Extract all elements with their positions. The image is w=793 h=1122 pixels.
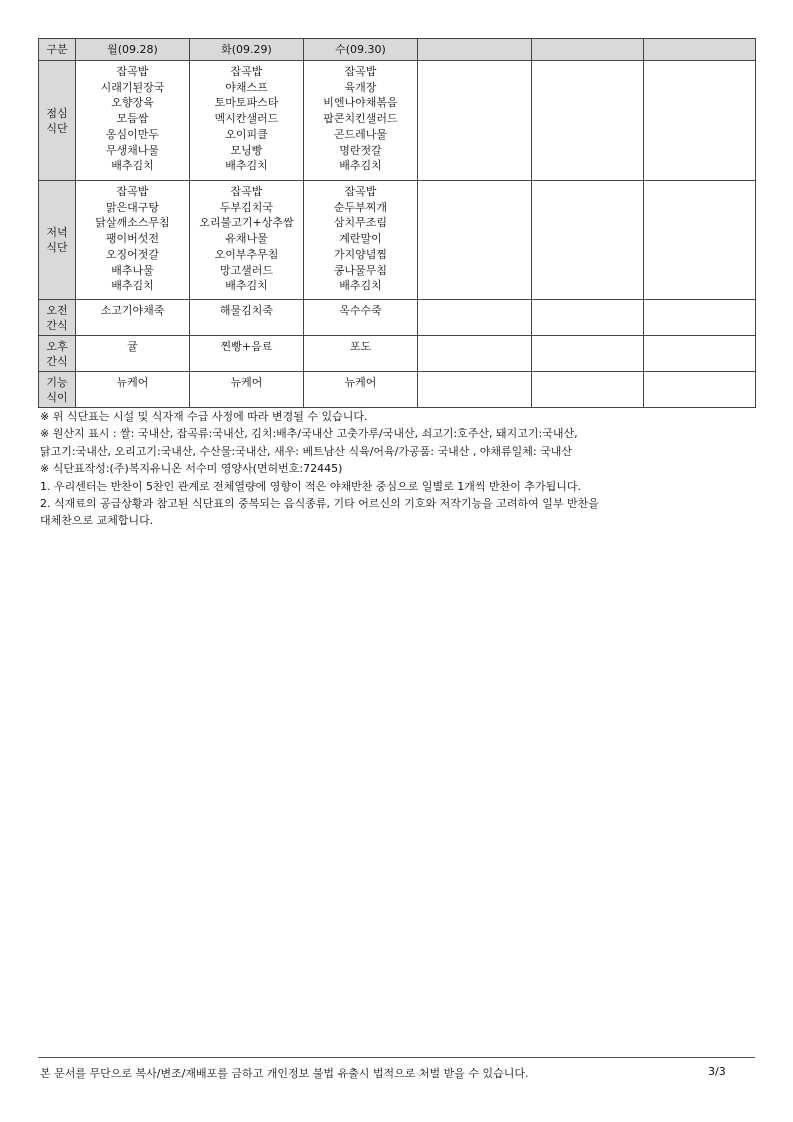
table-header-row: [39, 39, 756, 61]
menu-item: 잡곡밥: [116, 185, 149, 198]
menu-item: 잡곡밥: [116, 65, 149, 78]
note-line: 2. 식재료의 공급상황과 참고된 식단표의 중복되는 음식종류, 기타 어르신의 기호와 저작기능을 고려하여 일부 반찬을: [40, 497, 599, 511]
footer-divider: [38, 1057, 755, 1058]
menu-cell: [532, 372, 644, 408]
row-label: [39, 372, 76, 408]
menu-item: 배추나물: [111, 263, 154, 277]
menu-item: 잡곡밥: [344, 185, 377, 198]
menu-item: 멕시칸샐러드: [214, 112, 279, 126]
header-cell-mon: 월(09.28): [76, 39, 190, 61]
row-label-text: 식이: [46, 390, 68, 404]
note-line: ※ 식단표작성:(주)복지유니온 서수미 영양사(면허번호:72445): [40, 462, 343, 476]
menu-item: 포도: [349, 340, 372, 353]
menu-cell: [532, 61, 644, 181]
menu-cell: [418, 181, 532, 300]
menu-item: 모닝빵: [230, 143, 263, 157]
menu-item: 배추김치: [225, 159, 268, 173]
menu-item: 배추김치: [339, 159, 382, 173]
menu-cell: [532, 300, 644, 336]
menu-cell: [418, 336, 532, 372]
menu-item: 오리불고기+상추쌈: [199, 216, 294, 230]
menu-item: 팝콘치킨샐러드: [323, 112, 398, 126]
header-cell-empty: [532, 39, 644, 61]
menu-cell: [644, 181, 756, 300]
footer-copyright-notice: 본 문서를 무단으로 복사/변조/재배포를 금하고 개인정보 불법 유출시 법적으로 처벌 받을 수 있습니다.: [40, 1067, 529, 1080]
menu-item: 배추김치: [111, 279, 154, 293]
menu-item: 뉴케어: [116, 376, 149, 389]
menu-item: 찐빵+음료: [220, 340, 273, 353]
row-label-text: 저녁: [46, 226, 68, 239]
menu-cell: [304, 181, 418, 300]
menu-item: 야채스프: [225, 80, 268, 94]
menu-cell: [418, 61, 532, 181]
row-label-text: 식단: [46, 121, 68, 135]
note-line: ※ 원산지 표시 : 쌀: 국내산, 잡곡류:국내산, 김치:배추/국내산 고춧가루/국내산, 쇠고기:호주산, 돼지고기:국내산,: [40, 427, 578, 441]
table-row-morning-snack: [39, 300, 756, 336]
menu-item: 비엔나야채볶음: [323, 96, 398, 110]
header-cell-empty: [418, 39, 532, 61]
row-label-text: 간식: [46, 354, 68, 368]
menu-cell: [532, 336, 644, 372]
menu-item: 오향장육: [111, 96, 154, 110]
menu-item: 옥수수죽: [339, 304, 382, 317]
menu-cell: [532, 181, 644, 300]
menu-item: 육개장: [344, 80, 377, 94]
menu-item: 두부김치국: [219, 200, 274, 214]
note-line: ※ 위 식단표는 시설 및 식자재 수급 사정에 따라 변경될 수 있습니다.: [40, 410, 368, 423]
note-line: 대체찬으로 교체합니다.: [40, 514, 154, 528]
row-label: [39, 300, 76, 336]
menu-item: 토마토파스타: [214, 96, 279, 110]
menu-item: 가지양념찜: [333, 247, 388, 261]
meal-plan-table: [38, 38, 756, 408]
page-number: 3/3: [708, 1065, 726, 1078]
menu-cell: [76, 61, 190, 181]
header-cell-category: 구분: [39, 39, 76, 61]
note-line: 닭고기:국내산, 오리고기:국내산, 수산물:국내산, 새우: 베트남산 식육/어육/가공품: 국내산 , 야채류일체: 국내산: [40, 444, 573, 458]
notes-section: [40, 408, 752, 530]
row-label-text: 식단: [46, 241, 68, 254]
menu-cell: [304, 300, 418, 336]
menu-item: 잡곡밥: [344, 65, 377, 78]
menu-cell: [644, 300, 756, 336]
menu-cell: [304, 61, 418, 181]
menu-item: 무생채나물: [105, 143, 160, 157]
menu-item: 곤드레나물: [333, 127, 388, 141]
menu-cell: [304, 336, 418, 372]
menu-item: 뉴케어: [344, 376, 377, 389]
menu-item: 배추김치: [225, 279, 268, 293]
menu-item: 맑은대구탕: [105, 200, 160, 214]
menu-cell: [190, 181, 304, 300]
table-row-afternoon-snack: [39, 336, 756, 372]
menu-cell: [76, 372, 190, 408]
table-row-functional-diet: [39, 372, 756, 408]
menu-item: 소고기야채죽: [100, 304, 165, 317]
menu-item: 오이부추무침: [214, 247, 279, 261]
menu-cell: [644, 336, 756, 372]
header-cell-tue: 화(09.29): [190, 39, 304, 61]
menu-cell: [190, 61, 304, 181]
row-label: [39, 61, 76, 181]
table-row-dinner: [39, 181, 756, 300]
note-line: 1. 우리센터는 반찬이 5찬인 관계로 전체열량에 영향이 적은 야채반찬 중심으로 일별로 1개씩 반찬이 추가됩니다.: [40, 479, 581, 493]
header-cell-empty: [644, 39, 756, 61]
menu-cell: [76, 300, 190, 336]
menu-item: 순두부찌개: [333, 200, 388, 214]
menu-item: 삼치무조림: [333, 216, 388, 230]
menu-cell: [304, 372, 418, 408]
menu-item: 유채나물: [225, 232, 268, 246]
row-label: [39, 181, 76, 300]
row-label-text: 점심: [46, 106, 68, 120]
menu-item: 모듬쌈: [116, 112, 149, 126]
menu-item: 옹심이만두: [105, 127, 160, 141]
menu-item: 잡곡밥: [230, 185, 263, 198]
menu-cell: [190, 300, 304, 336]
menu-item: 배추김치: [339, 279, 382, 293]
row-label: [39, 336, 76, 372]
menu-item: 해물김치죽: [219, 304, 274, 317]
menu-cell: [76, 181, 190, 300]
table-row-lunch: [39, 61, 756, 181]
row-label-text: 오후: [46, 339, 68, 353]
menu-item: 오이피클: [225, 127, 268, 141]
menu-cell: [190, 336, 304, 372]
menu-item: 배추김치: [111, 159, 154, 173]
menu-item: 귤: [127, 340, 138, 353]
menu-cell: [190, 372, 304, 408]
menu-item: 계란말이: [339, 232, 382, 246]
menu-item: 잡곡밥: [230, 65, 263, 78]
menu-cell: [644, 61, 756, 181]
menu-item: 시래기된장국: [100, 80, 165, 94]
menu-cell: [418, 300, 532, 336]
menu-item: 망고샐러드: [219, 263, 274, 277]
menu-item: 닭살깨소스무침: [95, 216, 170, 230]
row-label-text: 오전: [46, 303, 68, 317]
menu-cell: [76, 336, 190, 372]
menu-cell: [644, 372, 756, 408]
menu-item: 명란젓갈: [339, 143, 382, 157]
menu-item: 팽이버섯전: [105, 232, 160, 246]
menu-item: 뉴케어: [230, 376, 263, 389]
menu-item: 오징어젓갈: [105, 247, 160, 261]
row-label-text: 기능: [46, 375, 68, 389]
menu-cell: [418, 372, 532, 408]
row-label-text: 간식: [46, 318, 68, 332]
header-cell-wed: 수(09.30): [304, 39, 418, 61]
menu-item: 콩나물무침: [333, 263, 388, 277]
